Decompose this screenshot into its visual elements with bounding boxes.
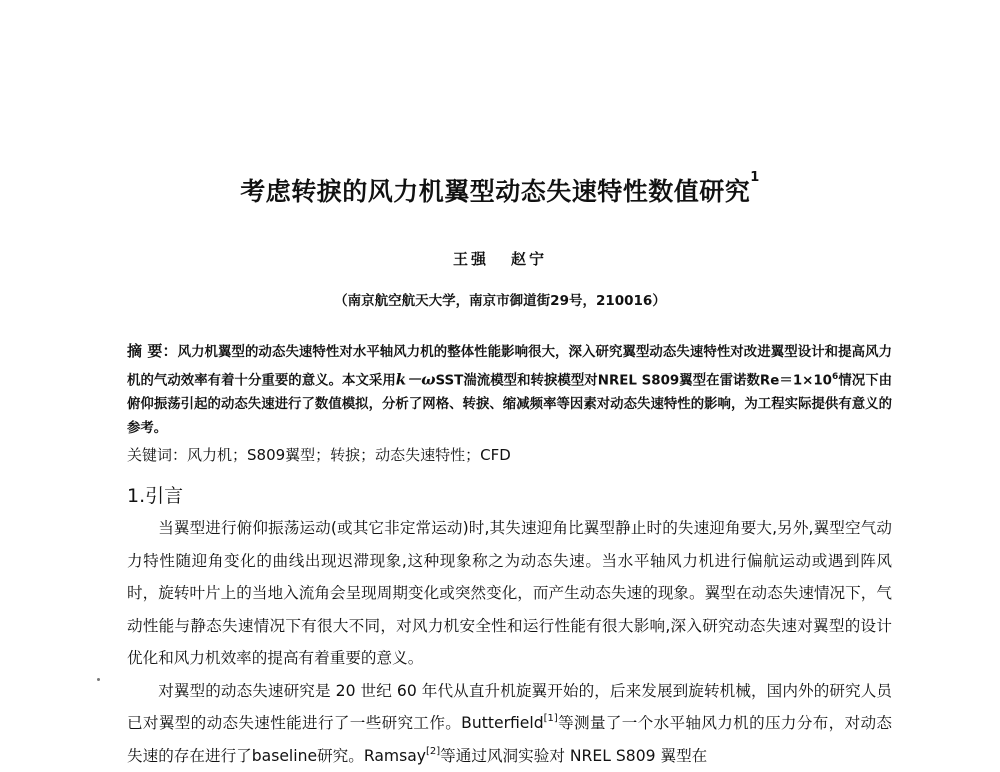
author-name: 赵宁 [511, 250, 547, 268]
math-expression: k－ω [396, 370, 436, 388]
paper-title [0, 172, 1000, 208]
abstract-label: 摘 要： [127, 342, 178, 360]
citation-ref[interactable]: [1] [544, 713, 558, 724]
paragraph-text: 等通过风洞实验对 NREL S809 翼型在 [440, 747, 707, 765]
section-heading: 1.引言 [127, 481, 183, 508]
title-text: 考虑转捩的风力机翼型动态失速特性数值研究 [240, 177, 750, 206]
abstract-text: 风力机翼型的动态失速特性对水平轴风力机的整体性能影响很大，深入研究翼型动态失速特性对改进翼型设计和提高风力机的气动效率有着十分重要的意义。本文采用 [127, 345, 892, 388]
abstract [127, 339, 892, 441]
author-list [0, 248, 1000, 269]
citation-ref[interactable]: [2] [426, 746, 440, 757]
body-text [127, 512, 892, 772]
keywords: 关键词：风力机；S809翼型；转捩；动态失速特性；CFD [127, 443, 892, 467]
exponent: 6 [832, 372, 838, 382]
paragraph-text: 对翼型的动态失速研究是 20 世纪 60 年代从直升机旋翼开始的，后来发展到旋转机械，国内外的研究人员已对翼型的动态失速性能进行了一些研究工作。Butterfield [127, 682, 892, 733]
affiliation: （南京航空航天大学，南京市御道街29号，210016） [0, 289, 1000, 309]
abstract-text: 情况下由俯仰振荡引起的动态失速进行了数值模拟，分析了网格、转捩、缩减频率等因素对动态失速特性的影响，为工程实际提供有意义的参考。 [127, 373, 892, 436]
title-footnote-mark[interactable]: 1 [750, 170, 760, 185]
abstract-text: SST湍流模型和转捩模型对NREL S809翼型在雷诺数Re＝1×10 [435, 373, 832, 388]
paragraph: 当翼型进行俯仰振荡运动(或其它非定常运动)时,其失速迎角比翼型静止时的失速迎角要大,另外,翼型空气动力特性随迎角变化的曲线出现迟滞现象,这种现象称之为动态失速。当水平轴风力机进行偏航运动或遇到阵风时，旋转叶片上的当地入流角会呈现周期变化或突然变化，而产生动态失速的现象。翼型在动态失速情况下，气动性能与静态失速情况下有很大不同，对风力机安全性和运行性能有很大影响,深入研究动态失速对翼型的设计优化和风力机效率的提高有着重要的意义。 [127, 512, 892, 675]
paragraph [127, 675, 892, 772]
scan-speck [97, 678, 100, 681]
author-name: 王强 [453, 250, 489, 268]
paragraph-text: 等测量了一个水平轴风力机的压力分布，对动态失速的存在进行了baseline研究。Ramsay [127, 714, 892, 765]
